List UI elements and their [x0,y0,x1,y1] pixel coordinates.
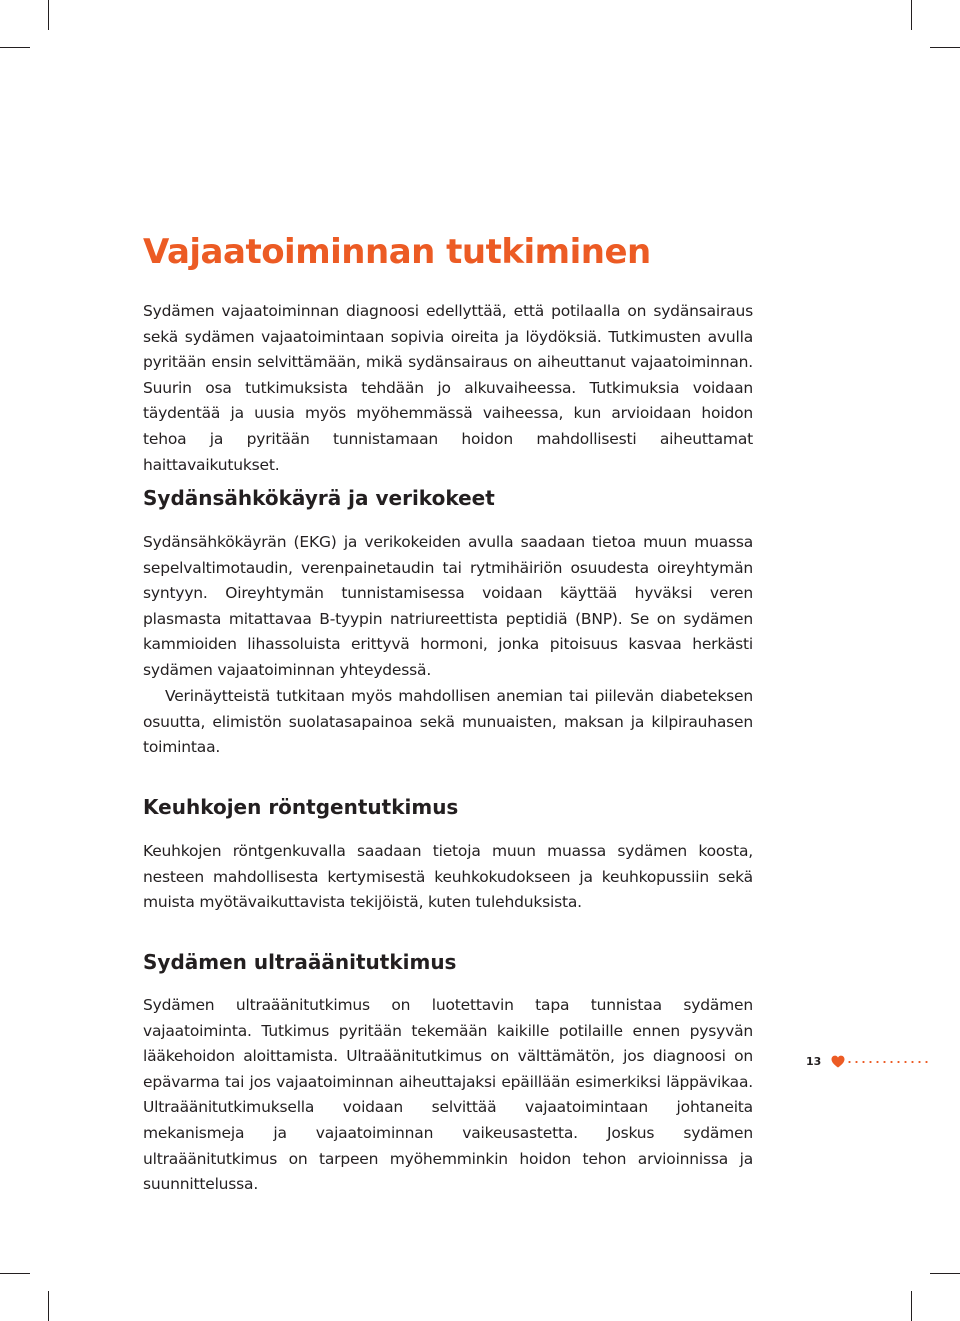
section-heading-xray: Keuhkojen röntgentutkimus [143,795,459,819]
crop-mark-top-right [911,0,912,30]
section-heading-ultrasound: Sydämen ultraäänitutkimus [143,950,457,974]
dot-leader [846,1061,930,1063]
heart-icon [831,1055,845,1068]
section-heading-ekg: Sydänsähkökäyrä ja verikokeet [143,486,495,510]
section-xray-paragraph-1: Keuhkojen röntgenkuvalla saadaan tietoja muun muassa sydämen koosta, nesteen mahdollisesta kertymisestä keuhkokudokseen ja keuhkopussiin sekä muista myötävaikuttavista tekijöistä, kuten tulehduksista. [143,842,753,912]
crop-mark-bottom-left-h [0,1273,30,1274]
crop-mark-bottom-left [48,1291,49,1321]
intro-paragraph: Sydämen vajaatoiminnan diagnoosi edellyttää, että potilaalla on sydänsairaus sekä sydämen vajaatoimintaan sopivia oireita ja löydöksiä. Tutkimusten avulla pyritään ensin selvittämään, mikä sydänsairaus on aiheuttanut vajaatoiminnan. Suurin osa tutkimuksista tehdään jo alkuvaiheessa. Tutkimuksia voidaan täydentää ja uusia myös myöhemmässä vaiheessa, kun arvioidaan hoidon tehoa ja pyritään tunnistamaan hoidon mahdollisesti aiheuttamat haittavaikutukset. [143,302,753,474]
section-ekg-paragraph-1: Sydänsähkökäyrän (EKG) ja verikokeiden avulla saadaan tietoa muun muassa sepelvaltimotaudin, verenpainetaudin tai rytmihäiriön osuudesta oireyhtymän syntyyn. Oireyhtymän tunnistamisessa voidaan käyttää hyväksi veren plasmasta mitattavaa B-tyypin natriureettista peptidiä (BNP). Se on sydämen kammioiden lihassoluista erittyvä hormoni, jonka pitoisuus kasvaa herkästi sydämen vajaatoiminnan yhteydessä. [143,533,753,679]
page-title: Vajaatoiminnan tutkiminen [143,232,651,272]
crop-mark-top-left-h [0,47,30,48]
section-ultrasound-paragraph-1: Sydämen ultraäänitutkimus on luotettavin tapa tunnistaa sydämen vajaatoiminta. Tutkimus pyritään tekemään kaikille potilaille ennen pysyvän lääkehoidon aloittamista. Ultraäänitutkimus on välttämätön, jos diagnoosi on epävarma tai jos vajaatoiminnan aiheuttajaksi epäillään esimerkiksi läppävikaa. Ultraäänitutkimuksella voidaan selvittää vajaatoimintaan johtaneita mekanismeja ja vajaatoiminnan vaikeusastetta. Joskus sydämen ultraäänitutkimus on tarpeen myöhemminkin hoidon tehon arvioinnissa ja suunnittelussa. [143,996,753,1194]
crop-mark-bottom-right [911,1291,912,1321]
crop-mark-top-left [48,0,49,30]
crop-mark-bottom-right-h [930,1273,960,1274]
page-number-marker [806,1055,930,1068]
section-ekg-paragraph-2: Verinäytteistä tutkitaan myös mahdollisen anemian tai piilevän diabeteksen osuutta, elimistön suolatasapainoa sekä munuaisten, maksan ja kilpirauhasen toimintaa. [143,687,753,757]
page-number: 13 [806,1055,822,1068]
crop-mark-top-right-h [930,47,960,48]
